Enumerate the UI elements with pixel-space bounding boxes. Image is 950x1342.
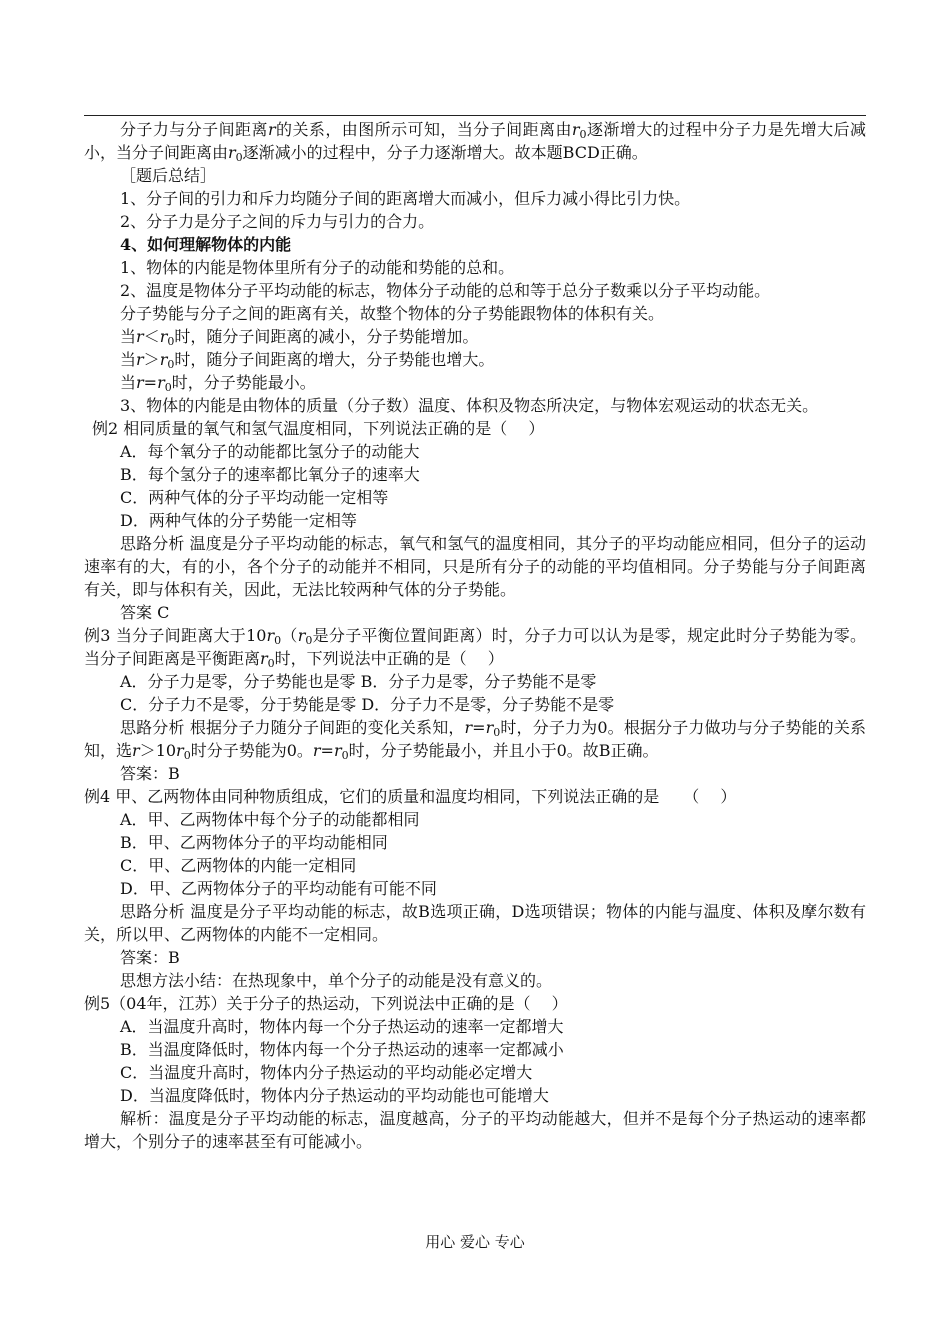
example-2-option-c: C．两种气体的分子平均动能一定相等 xyxy=(120,488,389,507)
method-summary: 思想方法小结：在热现象中，单个分子的动能是没有意义的。 xyxy=(120,971,553,990)
potential-energy-note: 分子势能与分子之间的距离有关，故整个物体的分子势能跟物体的体积有关。 xyxy=(120,304,665,323)
energy-point-3: 3、物体的内能是由物体的质量（分子数）温度、体积及物态所决定，与物体宏观运动的状态无关。 xyxy=(120,396,819,415)
example-3-options-ab: A．分子力是零，分子势能也是零 B．分子力是零，分子势能不是零 xyxy=(120,672,597,691)
example-2-option-b: B．每个氢分子的速率都比氧分子的速率大 xyxy=(120,465,420,484)
example-5-question: 例5（04年，江苏）关于分子的热运动，下列说法中正确的是（ ） xyxy=(84,994,568,1013)
example-4-option-d: D．甲、乙两物体分子的平均动能有可能不同 xyxy=(120,879,437,898)
case-r-equal: 当$r=r_0$时，分子势能最小。 xyxy=(120,373,316,394)
example-5-option-d: D．当温度降低时，物体内分子热运动的平均动能也可能增大 xyxy=(120,1086,549,1105)
example-4-analysis: 思路分析 温度是分子平均动能的标志，故B选项正确，D选项错误；物体的内能与温度、体积及摩尔数有关，所以甲、乙两物体的内能不一定相同。 xyxy=(84,902,866,944)
header-rule xyxy=(84,115,866,116)
example-4-question: 例4 甲、乙两物体由同种物质组成，它们的质量和温度均相同，下列说法正确的是 （ ） xyxy=(84,787,737,806)
example-3-analysis: 思路分析 根据分子力随分子间距的变化关系知，$r=r_0$时，分子力为0。根据分子力做功与分子势能的关系知，选$r>10r_0$时分子势能为0。$r=r_0$时，分子势能最小，并且小于0。故B正确。 xyxy=(84,718,866,762)
document-body xyxy=(84,118,866,1153)
example-5-option-c: C．当温度升高时，物体内分子热运动的平均动能必定增大 xyxy=(120,1063,533,1082)
case-r-less: 当$r<r_0$时，随分子间距离的减小，分子势能增加。 xyxy=(120,327,479,348)
summary-tag: ［题后总结］ xyxy=(120,166,217,185)
example-4-option-a: A．甲、乙两物体中每个分子的动能都相同 xyxy=(120,810,420,829)
example-2-question: 例2 相同质量的氧气和氢气温度相同，下列说法正确的是（ ） xyxy=(92,419,545,438)
case-r-greater: 当$r>r_0$时，随分子间距离的增大，分子势能也增大。 xyxy=(120,350,495,371)
example-5-option-a: A．当温度升高时，物体内每一个分子热运动的速率一定都增大 xyxy=(120,1017,564,1036)
example-2-option-d: D．两种气体的分子势能一定相等 xyxy=(120,511,357,530)
example-3-question: 例3 当分子间距离大于$10r_0(r_0$是分子平衡位置间距离）时，分子力可以认为是零，规定此时分子势能为零。当分子间距离是平衡距离$r_0$时，下列说法中正确的是（ ） xyxy=(84,626,866,670)
summary-item-2: 2、分子力是分子之间的斥力与引力的合力。 xyxy=(120,212,435,231)
example-2-option-a: A．每个氧分子的动能都比氢分子的动能大 xyxy=(120,442,420,461)
example-3-answer: 答案：B xyxy=(120,764,180,783)
example-2-answer: 答案 C xyxy=(120,603,170,622)
paragraph-force-distance: 分子力与分子间距离r的关系，由图所示可知，当分子间距离由$r_0$逐渐增大的过程中分子力是先增大后减小，当分子间距离由$r_0$逐渐减小的过程中，分子力逐渐增大。故本题BCD正确。 xyxy=(84,120,866,164)
example-2-analysis: 思路分析 温度是分子平均动能的标志，氧气和氢气的温度相同，其分子的平均动能应相同，但分子的运动速率有的大，有的小，各个分子的动能并不相同，只是所有分子的动能的平均值相同。分子势能与分子间距离有关，即与体积有关，因此，无法比较两种气体的分子势能。 xyxy=(84,534,866,599)
example-5-option-b: B．当温度降低时，物体内每一个分子热运动的速率一定都减小 xyxy=(120,1040,564,1059)
example-4-answer: 答案：B xyxy=(120,948,180,967)
energy-point-1: 1、物体的内能是物体里所有分子的动能和势能的总和。 xyxy=(120,258,515,277)
summary-item-1: 1、分子间的引力和斥力均随分子间的距离增大而减小，但斥力减小得比引力快。 xyxy=(120,189,691,208)
energy-point-2: 2、温度是物体分子平均动能的标志，物体分子动能的总和等于总分子数乘以分子平均动能。 xyxy=(120,281,771,300)
section-heading: 4、如何理解物体的内能 xyxy=(120,235,292,254)
page-footer: 用心 爱心 专心 xyxy=(425,1233,525,1251)
example-4-option-b: B．甲、乙两物体分子的平均动能相同 xyxy=(120,833,388,852)
example-5-analysis: 解析：温度是分子平均动能的标志，温度越高，分子的平均动能越大，但并不是每个分子热运动的速率都增大，个别分子的速率甚至有可能减小。 xyxy=(84,1109,866,1151)
example-4-option-c: C．甲、乙两物体的内能一定相同 xyxy=(120,856,357,875)
example-3-options-cd: C．分子力不是零，分于势能是零 D．分子力不是零，分子势能不是零 xyxy=(120,695,615,714)
